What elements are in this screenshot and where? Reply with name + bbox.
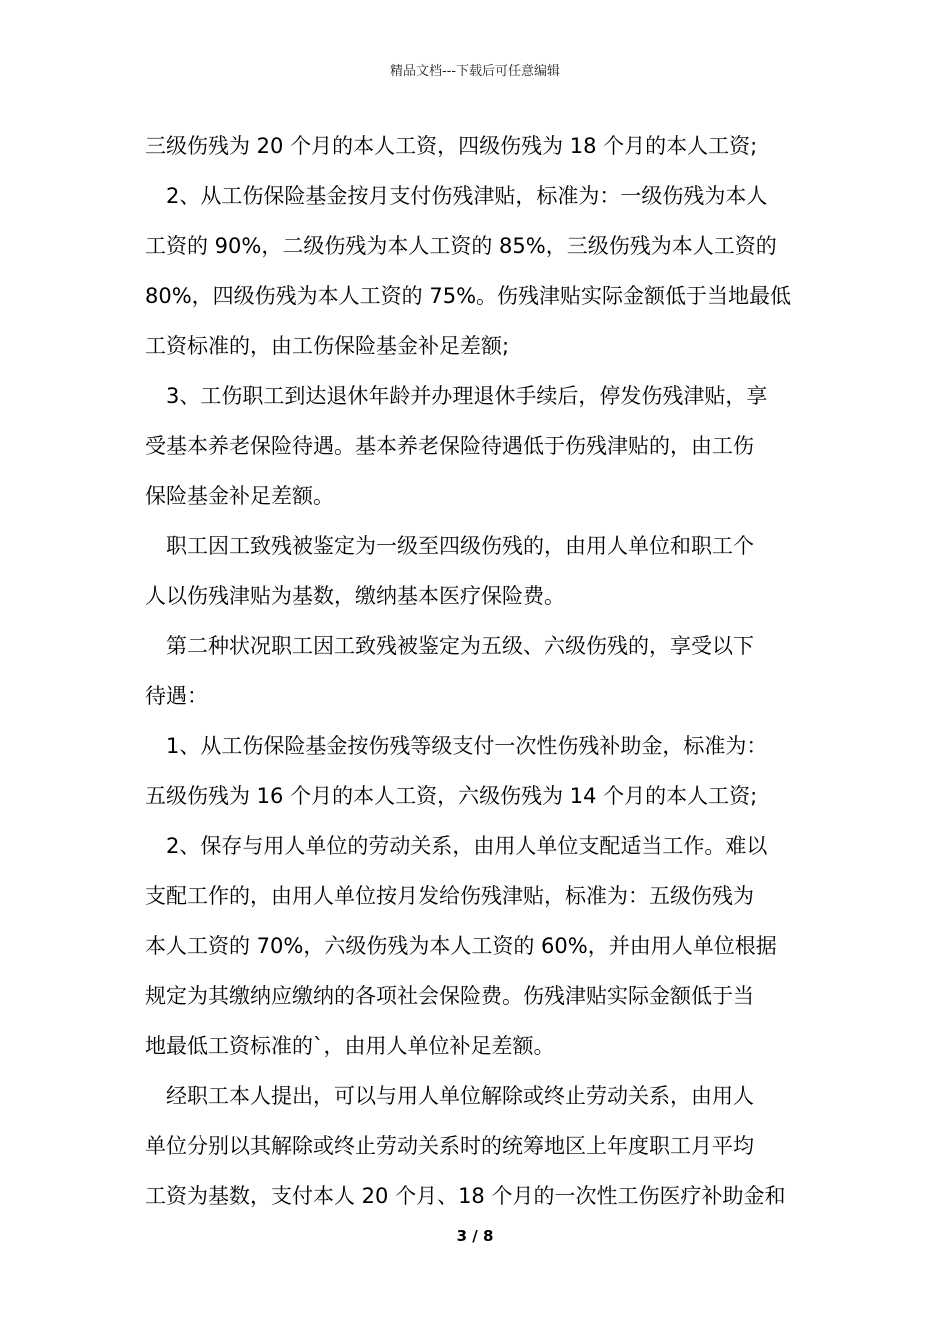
page-header bbox=[0, 63, 950, 81]
text-line-5: 工资标准的，由工伤保险基金补足差额; bbox=[145, 334, 510, 358]
document-body bbox=[145, 121, 810, 1221]
text-line-8: 保险基金补足差额。 bbox=[145, 484, 334, 508]
text-line-2: 2、从工伤保险基金按月支付伤残津贴，标准为：一级伤残为本人 bbox=[166, 184, 768, 208]
text-line-21: 单位分别以其解除或终止劳动关系时的统筹地区上年度职工月平均 bbox=[145, 1134, 754, 1158]
text-line-7: 受基本养老保险待遇。基本养老保险待遇低于伤残津贴的，由工伤 bbox=[145, 434, 754, 458]
text-line-22: 工资为基数，支付本人 20 个月、18 个月的一次性工伤医疗补助金和 bbox=[145, 1184, 786, 1208]
text-line-9: 职工因工致残被鉴定为一级至四级伤残的，由用人单位和职工个 bbox=[166, 534, 754, 558]
text-line-13: 1、从工伤保险基金按伤残等级支付一次性伤残补助金，标准为： bbox=[166, 734, 768, 758]
text-line-14: 五级伤残为 16 个月的本人工资，六级伤残为 14 个月的本人工资; bbox=[145, 784, 758, 808]
header-text: 精品文档---下载后可任意编辑 bbox=[389, 64, 561, 79]
text-line-18: 规定为其缴纳应缴纳的各项社会保险费。伤残津贴实际金额低于当 bbox=[145, 984, 754, 1008]
text-line-1: 三级伤残为 20 个月的本人工资，四级伤残为 18 个月的本人工资; bbox=[145, 134, 758, 158]
page-number: 3 / 8 bbox=[456, 1227, 494, 1245]
text-line-16: 支配工作的，由用人单位按月发给伤残津贴，标准为：五级伤残为 bbox=[145, 884, 754, 908]
text-line-19: 地最低工资标准的`，由用人单位补足差额。 bbox=[145, 1034, 555, 1058]
text-line-4: 80%，四级伤残为本人工资的 75%。伤残津贴实际金额低于当地最低 bbox=[145, 284, 792, 308]
text-line-17: 本人工资的 70%，六级伤残为本人工资的 60%，并由用人单位根据 bbox=[145, 934, 777, 958]
page-footer bbox=[0, 1226, 950, 1246]
text-line-11: 第二种状况职工因工致残被鉴定为五级、六级伤残的，享受以下 bbox=[166, 634, 754, 658]
text-line-15: 2、保存与用人单位的劳动关系，由用人单位支配适当工作。难以 bbox=[166, 834, 768, 858]
text-line-20: 经职工本人提出，可以与用人单位解除或终止劳动关系，由用人 bbox=[166, 1084, 754, 1108]
text-line-12: 待遇： bbox=[145, 684, 208, 708]
text-line-3: 工资的 90%，二级伤残为本人工资的 85%，三级伤残为本人工资的 bbox=[145, 234, 777, 258]
text-line-10: 人以伤残津贴为基数，缴纳基本医疗保险费。 bbox=[145, 584, 565, 608]
text-line-6: 3、工伤职工到达退休年龄并办理退休手续后，停发伤残津贴，享 bbox=[166, 384, 768, 408]
